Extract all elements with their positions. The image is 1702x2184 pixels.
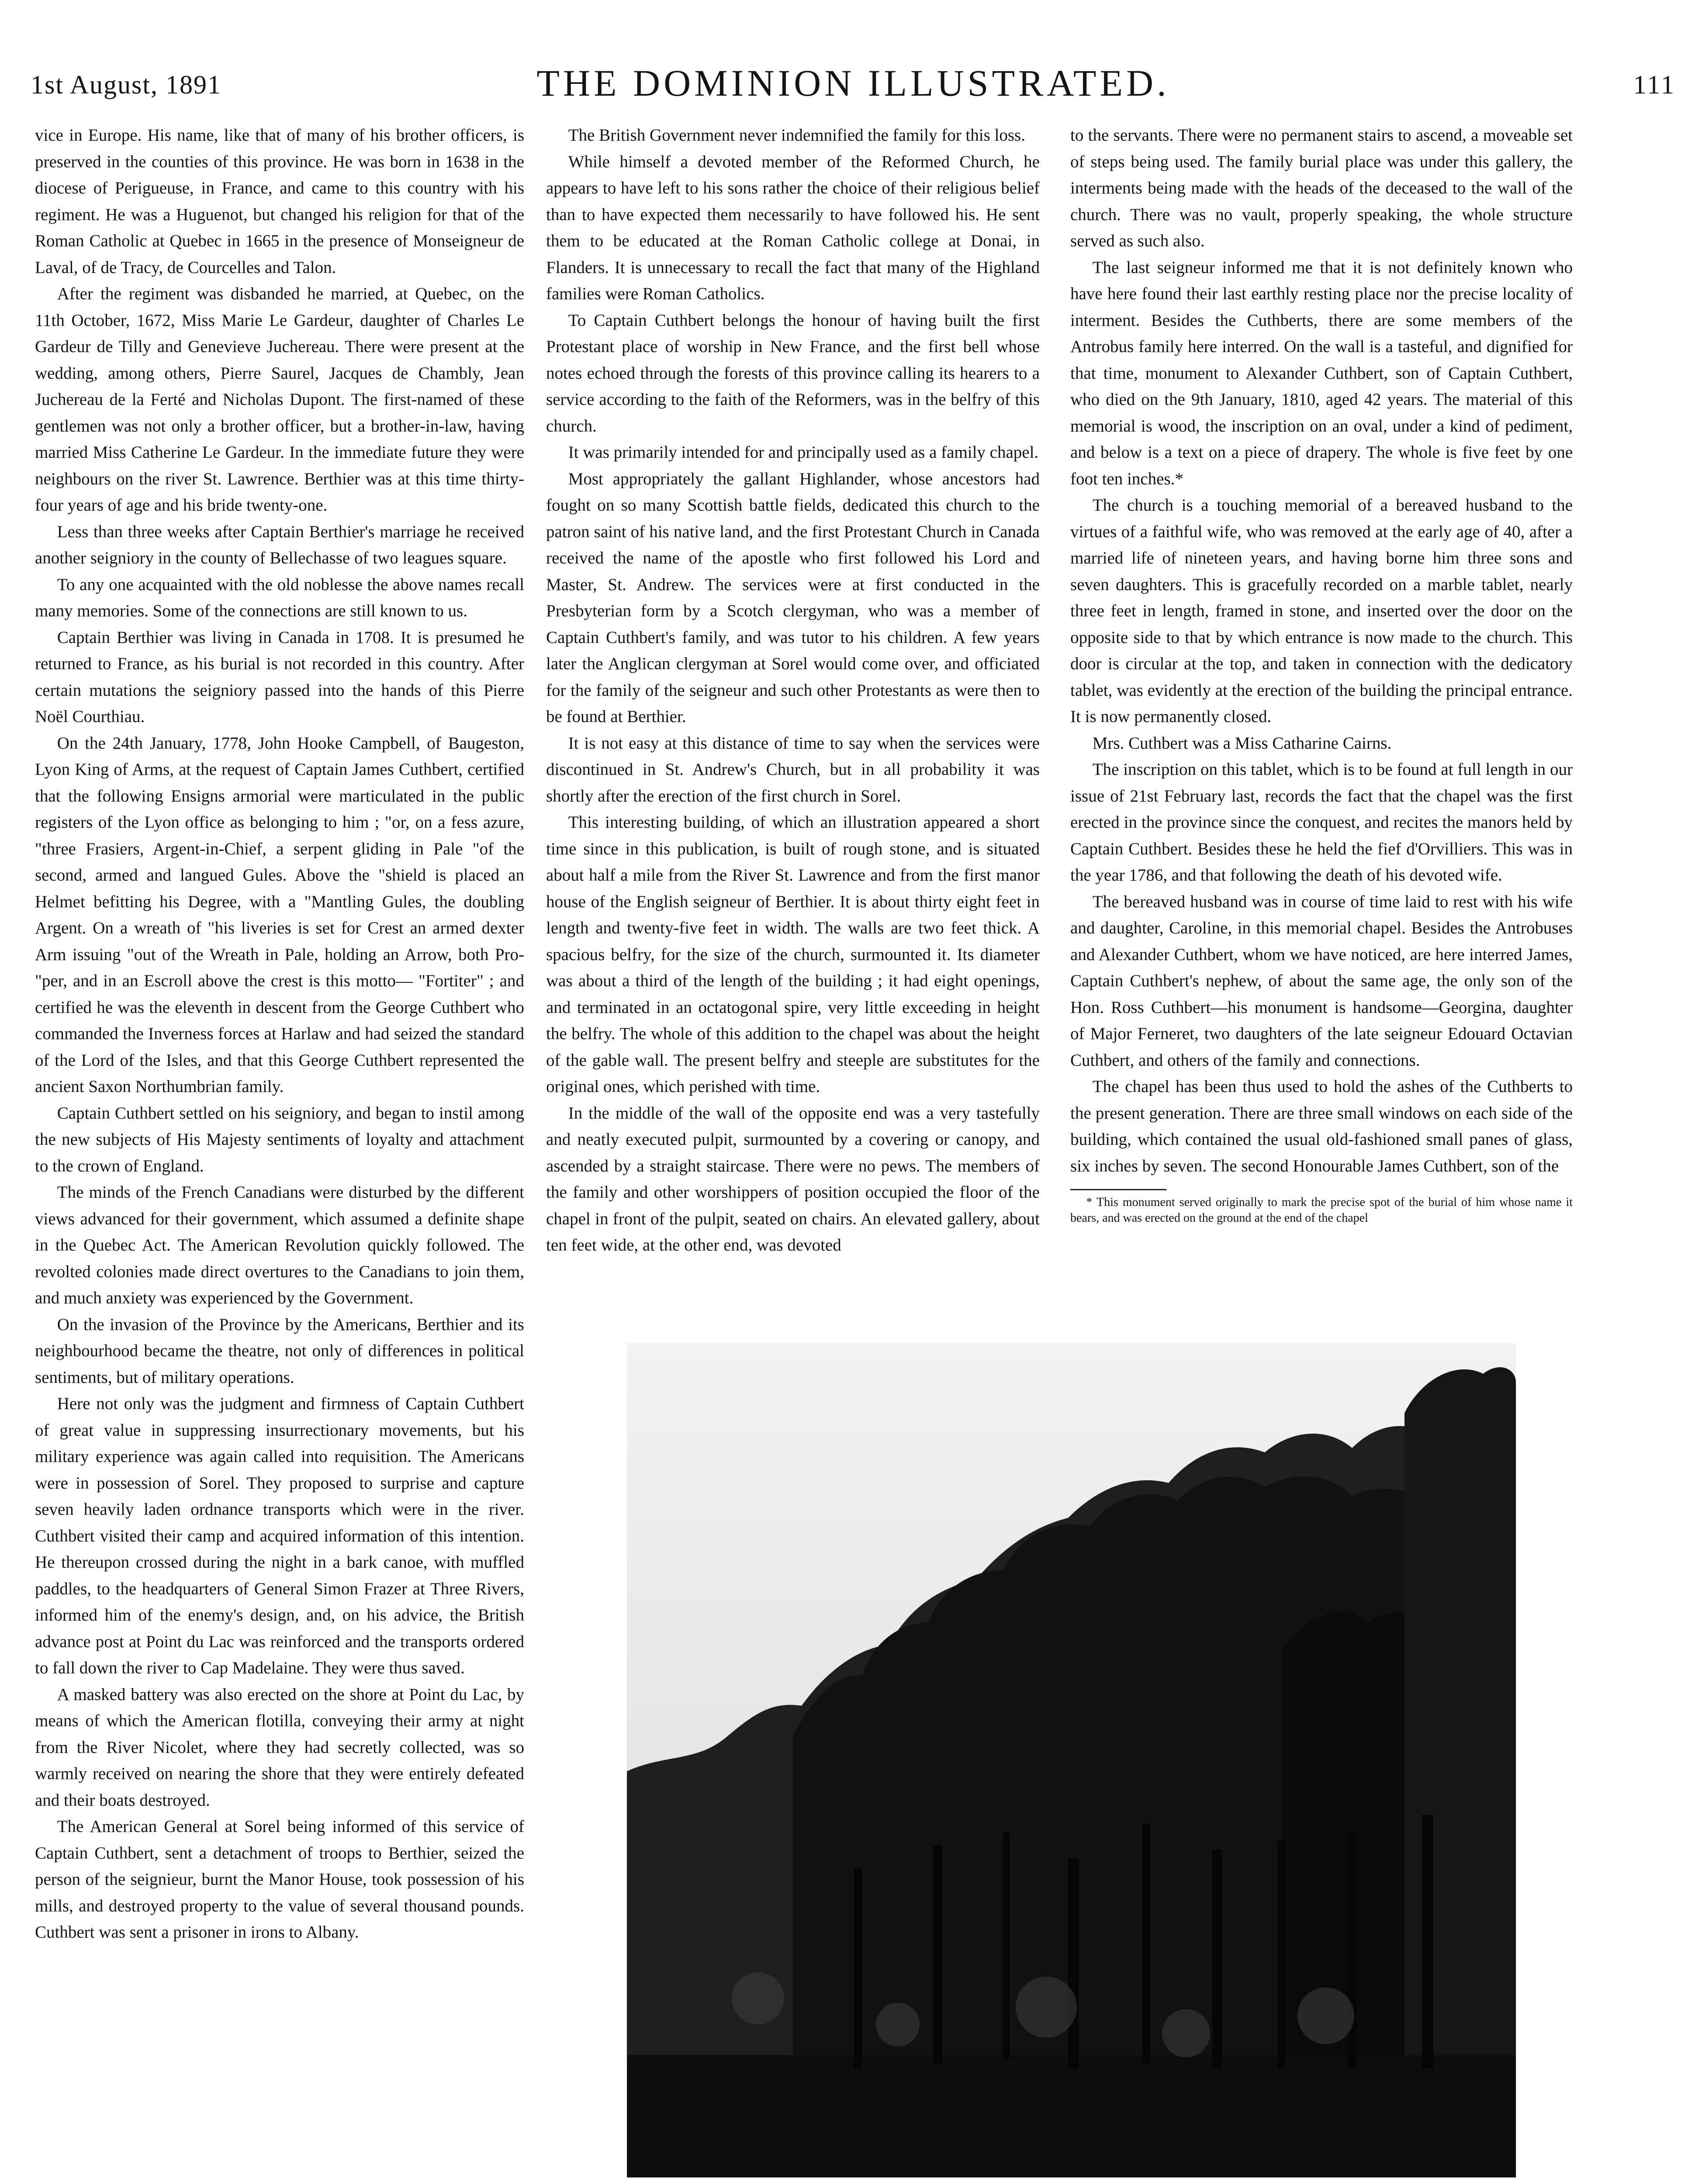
- grove-photograph: [627, 1343, 1516, 2177]
- publication-title: THE DOMINION ILLUSTRATED.: [536, 62, 1170, 104]
- paragraph: Less than three weeks after Captain Berthier's marriage he received another seigniory in the county of Bellechasse of two leagues square.: [35, 522, 524, 567]
- paragraph: The minds of the French Canadians were disturbed by the different views advanced for their government, which assumed a definite shape in the Quebec Act. The American Revolution quickly followed. The revolted colonies made direct overtures to the Canadians to join them, and much anxiety was experienced by the Government.: [35, 1183, 524, 1307]
- paragraph: To Captain Cuthbert belongs the honour of having built the first Protestant place of worship in New France, and the first bell whose notes echoed through the forests of this province calling its hearers to a service according to the faith of the Reformers, was in the belfry of this church.: [546, 311, 1040, 435]
- paragraph: On the invasion of the Province by the Americans, Berthier and its neighbourhood became the theatre, not only of differences in political sentiments, but of military operations.: [35, 1315, 524, 1387]
- paragraph: A masked battery was also erected on the shore at Point du Lac, by means of which the American flotilla, conveying their army at night from the River Nicolet, where they had secretly collected, was so warmly received on nearing the shore that they were entirely defeated and their boats destroyed.: [35, 1685, 524, 1810]
- footnote: * This monument served originally to mark the precise spot of the burial of him whose name it bears, and was erected on the ground at the end of the chapel: [1070, 1196, 1573, 1225]
- paragraph: The inscription on this tablet, which is to be found at full length in our issue of 21st February last, records the fact that the chapel was the first erected in the province since the conquest, and recites the manors held by Captain Cuthbert. Besides these he held the fief d'Orvilliers. This was in the year 1786, and that following the death of his devoted wife.: [1070, 760, 1573, 885]
- text-column-3: [1070, 122, 1573, 1226]
- paragraph: While himself a devoted member of the Reformed Church, he appears to have left to his sons rather the choice of their religious belief than to have expected them necessarily to have followed his. He sent them to be educated at the Roman Catholic college at Donai, in Flanders. It is unnecessary to recall the fact that many of the Highland families were Roman Catholics.: [546, 152, 1040, 303]
- paragraph: Most appropriately the gallant Highlander, whose ancestors had fought on so many Scottish battle fields, dedicated this church to the patron saint of his native land, and the first Protestant Church in Canada received the name of the apostle who first followed his Lord and Master, St. Andrew. The services were at first conducted in the Presbyterian form by a Scotch clergyman, who was a member of Captain Cuthbert's family, and was tutor to his children. A few years later the Anglican clergyman at Sorel would come over, and officiated for the family of the seigneur and such other Protestants as were then to be found at Berthier.: [546, 469, 1040, 726]
- paragraph: vice in Europe. His name, like that of many of his brother officers, is preserved in the counties of this province. He was born in 1638 in the diocese of Perigueuse, in France, and came to this country with his regiment. He was a Huguenot, but changed his religion for that of the Roman Catholic at Quebec in 1665 in the presence of Monseigneur de Laval, of de Tracy, de Courcelles and Talon.: [35, 126, 524, 277]
- paragraph: The bereaved husband was in course of time laid to rest with his wife and daughter, Caroline, in this memorial chapel. Besides the Antrobuses and Alexander Cuthbert, whom we have noticed, are here interred James, Captain Cuthbert's nephew, of about the same age, the only son of the Hon. Ross Cuthbert—his monument is handsome—Georgina, daughter of Major Ferneret, two daughters of the late seigneur Edouard Octavian Cuthbert, and others of the family and connections.: [1070, 892, 1573, 1070]
- page-header: [31, 61, 1676, 118]
- paragraph: Here not only was the judgment and firmness of Captain Cuthbert of great value in suppressing insurrectionary movements, but his military experience was again called into requisition. The Americans were in possession of Sorel. They proposed to surprise and capture seven heavily laden ordnance transports which were in the river. Cuthbert visited their camp and acquired information of this intention. He thereupon crossed during the night in a bark canoe, with muffled paddles, to the headquarters of General Simon Frazer at Three Rivers, informed him of the enemy's design, and, on his advice, the British advance post at Point du Lac was reinforced and the transports ordered to fall down the river to Cap Madelaine. They were thus saved.: [35, 1394, 524, 1677]
- issue-date: 1st August, 1891: [31, 70, 222, 99]
- text-column-2: [546, 122, 1040, 1259]
- paragraph: to the servants. There were no permanent stairs to ascend, a moveable set of steps being used. The family burial place was under this gallery, the interments being made with the heads of the deceased to the wall of the church. There was no vault, properly speaking, the whole structure served as such also.: [1070, 126, 1573, 250]
- paragraph: In the middle of the wall of the opposite end was a very tastefully and neatly executed pulpit, surmounted by a covering or canopy, and ascended by a straight staircase. There were no pews. The members of the family and other worshippers of position occupied the floor of the chapel in front of the pulpit, seated on chairs. An elevated gallery, about ten feet wide, at the other end, was devoted: [546, 1103, 1040, 1254]
- paragraph: Captain Cuthbert settled on his seigniory, and began to instil among the new subjects of His Majesty sentiments of loyalty and attachment to the crown of England.: [35, 1103, 524, 1175]
- tree-grove-illustration: [627, 1343, 1516, 2177]
- footnote-divider: [1070, 1189, 1166, 1190]
- paragraph: It was primarily intended for and principally used as a family chapel.: [568, 443, 1039, 462]
- paragraph: After the regiment was disbanded he married, at Quebec, on the 11th October, 1672, Miss Marie Le Gardeur, daughter of Charles Le Gardeur de Tilly and Genevieve Juchereau. There were present at the wedding, among others, Pierre Saurel, Jacques de Chambly, Jean Juchereau de la Ferté and Nicholas Dupont. The first-named of these gentlemen was not only a brother officer, but a brother-in-law, having married Miss Catherine Le Gardeur. In the immediate future they were neighbours on the river St. Lawrence. Berthier was at this time thirty-four years of age and his bride twenty-one.: [35, 284, 524, 515]
- paragraph: This interesting building, of which an illustration appeared a short time since in this publication, is built of rough stone, and is situated about half a mile from the River St. Lawrence and from the first manor house of the English seigneur of Berthier. It is about thirty eight feet in length and twenty-five feet in width. The walls are two feet thick. A spacious belfry, for the size of the church, surmounted it. Its diameter was about a third of the length of the building ; it had eight openings, and terminated in an octatogonal spire, very little exceeding in height the belfry. The whole of this addition to the chapel was about the height of the gable wall. The present belfry and steeple are substitutes for the original ones, which perished with time.: [546, 813, 1040, 1096]
- paragraph: The American General at Sorel being informed of this service of Captain Cuthbert, sent a detachment of troops to Berthier, seized the person of the seignieur, burnt the Manor House, took possession of his mills, and destroyed property to the value of several thousand pounds. Cuthbert was sent a prisoner in irons to Albany.: [35, 1817, 524, 1942]
- paragraph: The chapel has been thus used to hold the ashes of the Cuthberts to the present generation. There are three small windows on each side of the building, which contained the usual old-fashioned small panes of glass, six inches by seven. The second Honourable James Cuthbert, son of the: [1070, 1077, 1573, 1175]
- paragraph: The church is a touching memorial of a bereaved husband to the virtues of a faithful wife, who was removed at the early age of 40, after a married life of nineteen years, and having borne him three sons and seven daughters. This is gracefully recorded on a marble tablet, nearly three feet in length, framed in stone, and inserted over the door on the opposite side to that by which entrance is now made to the church. This door is circular at the top, and taken in connection with the dedicatory tablet, was evidently at the erection of the building the principal entrance. It is now permanently closed.: [1070, 496, 1573, 726]
- paragraph: Mrs. Cuthbert was a Miss Catharine Cairns.: [1092, 733, 1392, 753]
- paragraph: Captain Berthier was living in Canada in 1708. It is presumed he returned to France, as his burial is not recorded in this country. After certain mutations the seigniory passed into the hands of this Pierre Noël Courthiau.: [35, 628, 524, 726]
- paragraph: The British Government never indemnified the family for this loss.: [568, 126, 1025, 145]
- paragraph: The last seigneur informed me that it is not definitely known who have here found their last earthly resting place nor the precise locality of interment. Besides the Cuthberts, there are some members of the Antrobus family here interred. On the wall is a tasteful, and dignified for that time, monument to Alexander Cuthbert, son of Captain Cuthbert, who died on the 9th January, 1810, aged 42 years. The material of this memorial is wood, the inscription on an oval, under a kind of pediment, and below is a text on a piece of drapery. The whole is five feet by one foot ten inches.*: [1070, 258, 1573, 488]
- page-number: 111: [1633, 70, 1676, 99]
- paragraph: On the 24th January, 1778, John Hooke Campbell, of Baugeston, Lyon King of Arms, at the request of Captain James Cuthbert, certified that the following Ensigns armorial were marticulated in the public registers of the Lyon office as belonging to him ; "or, on a fess azure, "three Frasiers, Argent-in-Chief, a serpent gliding in Pale "of the second, armed and langued Gules. Above the "shield is placed an Helmet befitting his Degree, with a "Mantling Gules, the doubling Argent. On a wreath of "his liveries is set for Crest an armed dexter Arm issuing "out of the Wreath in Pale, holding an Arrow, both Pro-"per, and in an Escroll above the crest is this motto— "Fortiter" ; and certified he was the eleventh in descent from the George Cuthbert who commanded the Inverness forces at Harlaw and had seized the standard of the Lord of the Isles, and that this George Cuthbert represented the ancient Saxon Northumbrian family.: [35, 733, 524, 1096]
- text-column-1: [35, 122, 524, 1946]
- paragraph: To any one acquainted with the old noblesse the above names recall many memories. Some of the connections are still known to us.: [35, 575, 524, 620]
- paragraph: It is not easy at this distance of time to say when the services were discontinued in St. Andrew's Church, but in all probability it was shortly after the erection of the first church in Sorel.: [546, 733, 1040, 805]
